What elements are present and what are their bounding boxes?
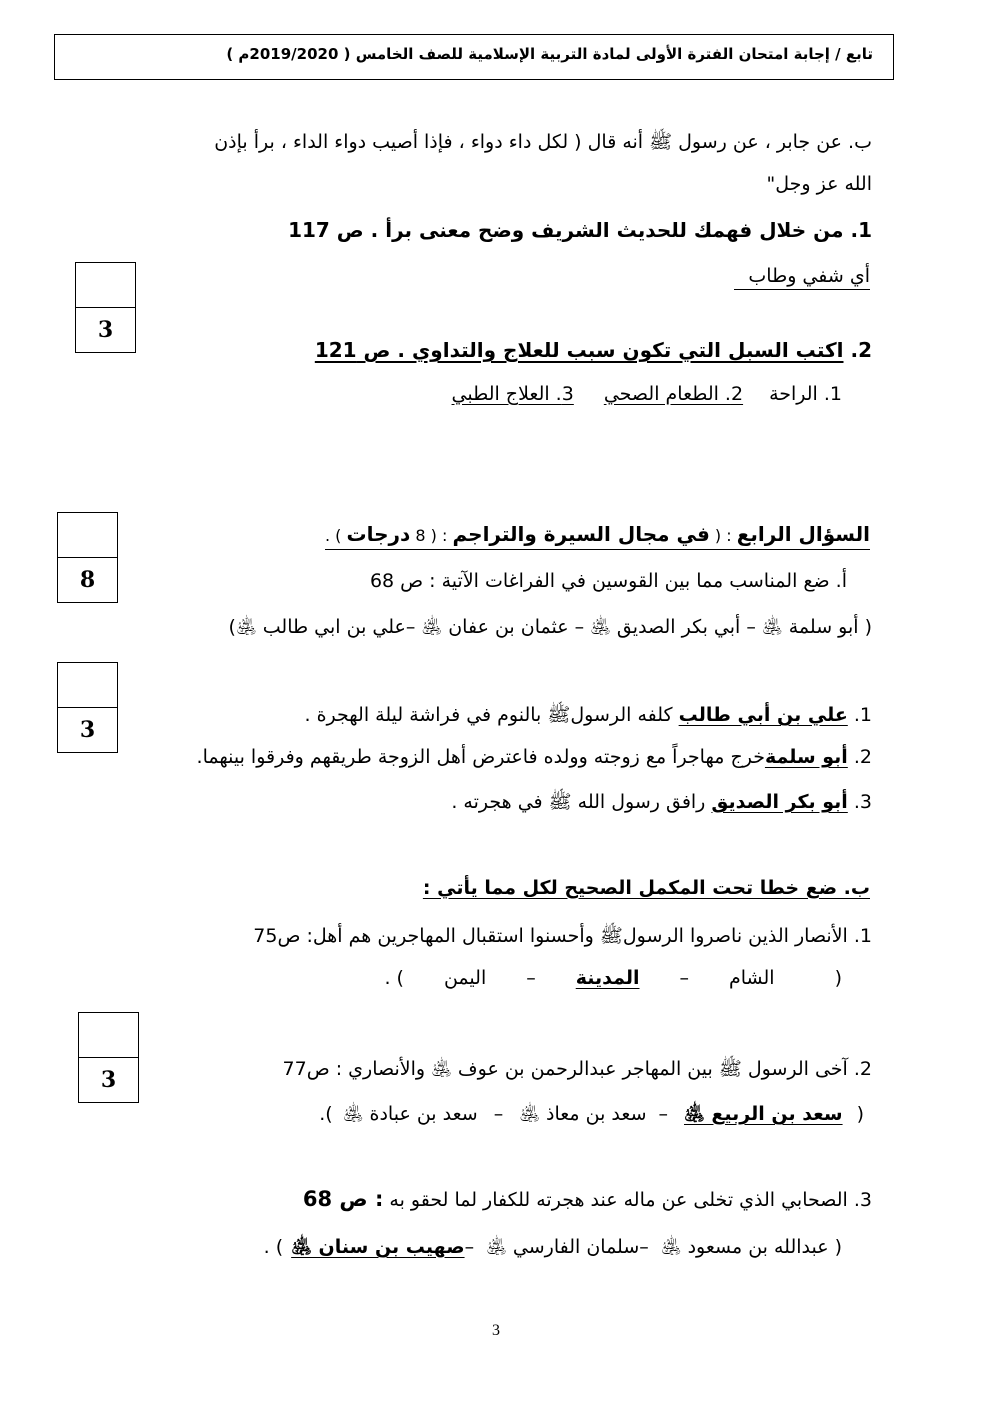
question-4-heading: السؤال الرابع : ( في مجال السيرة والتراجم : ( 8 درجات ) .	[325, 522, 870, 550]
hadith-line-2: الله عز وجل"	[766, 173, 872, 195]
part-b-q1-text: 1. الأنصار الذين ناصروا الرسولﷺ وأحسنوا استقبال المهاجرين هم أهل: ص75	[253, 925, 872, 947]
question-4-title: السؤال الرابع	[736, 522, 870, 546]
part-a-answer-1: علي بن أبي طالب	[678, 704, 848, 726]
answer-2-3: 2. الطعام الصحي3. العلاج الطبي	[451, 383, 744, 405]
grade-box-part-b	[78, 1012, 139, 1103]
question-1-answer: أي شفي وطاب	[734, 265, 870, 290]
grade-value: 3	[79, 716, 96, 743]
part-b-title: ب. ضع خطا تحت المكمل الصحيح لكل مما يأتي :	[422, 877, 870, 899]
part-a-instruction: أ. ضع المناسب مما بين القوسين في الفراغات الآتية : ص 68	[369, 570, 847, 592]
part-b-q1-options: (الشام–المدينة–اليمن) .	[384, 967, 842, 989]
page-number: 3	[492, 1322, 500, 1339]
question-2-number: 2.	[850, 338, 872, 362]
grade-value: 3	[100, 1066, 117, 1093]
question-2	[315, 338, 872, 362]
question-1-number: 1.	[850, 218, 872, 242]
part-b-q2-options: (سعد بن الربيع ﵁–سعد بن معاذ ﵁–سعد بن عبادة ﵁).	[319, 1103, 864, 1125]
grade-box-q4	[57, 512, 118, 603]
grade-value: 3	[97, 316, 114, 343]
answer-1: 1. الراحة	[769, 383, 842, 405]
header-title: تابع / إجابة امتحان الفترة الأولى لمادة التربية الإسلامية للصف الخامس ( 2019/2020م )	[226, 45, 873, 63]
part-a-answer-3: أبو بكر الصديق	[711, 791, 848, 813]
part-a-options: ( أبو سلمة ﵁ – أبي بكر الصديق ﵁ – عثمان بن عفان ﵁ –علي بن ابي طالب ﵁)	[228, 616, 872, 638]
question-4-subtitle: في مجال السيرة والتراجم	[452, 522, 710, 546]
part-a-item-1: 1. علي بن أبي طالب كلفه الرسولﷺ بالنوم في فراشة ليلة الهجرة .	[304, 704, 872, 726]
header-box	[54, 34, 894, 80]
question-1	[288, 218, 872, 242]
part-a-answer-2: أبو سلمة	[764, 746, 848, 768]
part-b-q2-correct: سعد بن الربيع ﵁	[684, 1103, 843, 1125]
hadith-line-1: ب. عن جابر ، عن رسول ﷺ أنه قال ( لكل داء دواء ، فإذا أصيب دواء الداء ، برأ بإذن	[214, 131, 872, 153]
part-b-q3-page: : ص 68	[302, 1187, 384, 1211]
grade-value: 8	[79, 566, 96, 593]
part-a-item-3: 3. أبو بكر الصديق رافق رسول الله ﷺ في هجرته .	[451, 791, 872, 813]
part-b-q1-correct: المدينة	[575, 967, 640, 989]
grade-box-q1-2	[75, 262, 136, 353]
question-2-answers	[452, 383, 842, 405]
question-2-text: اكتب السبل التي تكون سبب للعلاج والتداوي . ص 121	[314, 338, 844, 362]
part-b-q2-text: 2. آخى الرسول ﷺ بين المهاجر عبدالرحمن بن عوف ﵁ والأنصاري : ص77	[282, 1058, 872, 1080]
part-a-item-2: 2. أبو سلمةخرج مهاجراً مع زوجته وولده فاعترض أهل الزوجة طريقهم وفرقوا بينهما.	[196, 746, 872, 768]
part-b-q3-options: (عبدالله بن مسعود ﵁–سلمان الفارسي ﵁–صهيب بن سنان ﵁) .	[263, 1236, 842, 1258]
question-1-text: من خلال فهمك للحديث الشريف وضح معنى برأ . ص 117	[288, 218, 844, 242]
part-b-q3-correct: صهيب بن سنان ﵁	[291, 1236, 465, 1258]
part-b-q3-text: 3. الصحابي الذي تخلى عن ماله عند هجرته للكفار لما لحقو به : ص 68	[302, 1187, 872, 1211]
grade-box-part-a	[57, 662, 118, 753]
